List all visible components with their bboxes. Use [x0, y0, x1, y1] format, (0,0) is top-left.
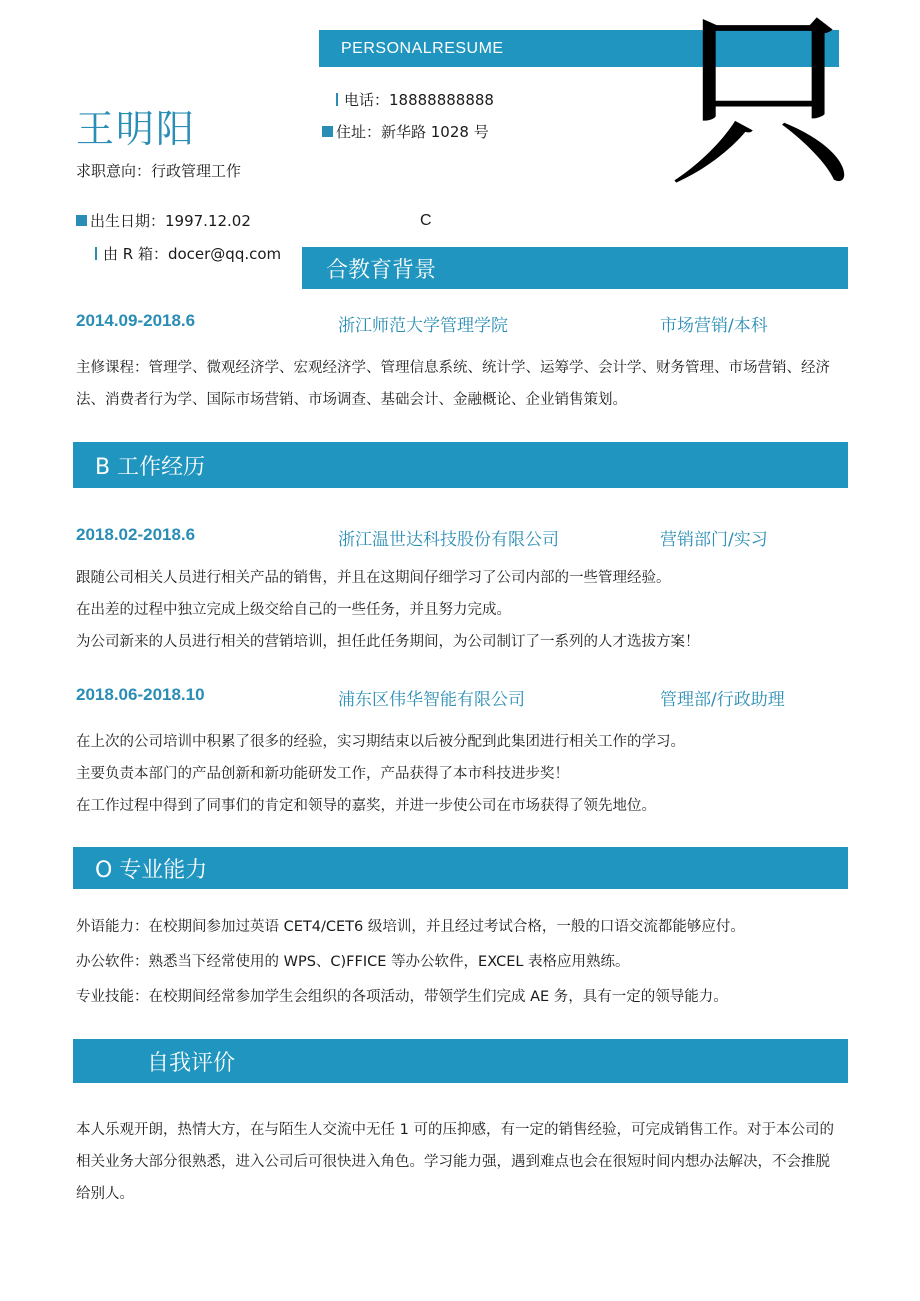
work-date: 2018.02-2018.6 [76, 525, 196, 544]
education-date: 2014.09-2018.6 [76, 311, 196, 330]
section-education-title: 合教育背景 [326, 257, 437, 283]
education-row [76, 311, 836, 337]
work-line: 在出差的过程中独立完成上级交给自己的一些任务，并且努力完成。 [76, 602, 511, 618]
skill-line: 办公软件：熟悉当下经常使用的 WPS、C)FFICE 等办公软件，EXCEL 表格应用熟练。 [76, 954, 630, 970]
work-role: 营销部门/实习 [660, 530, 768, 550]
header-large-glyph: 只 [668, 0, 859, 213]
stray-letter: C [420, 212, 432, 229]
email-text: 由 R 箱：docer@qq.com [103, 245, 282, 263]
work-line: 主要负责本部门的产品创新和新功能研发工作，产品获得了本市科技进步奖！ [76, 766, 569, 782]
work-description [76, 562, 836, 658]
work-line: 在上次的公司培训中积累了很多的经验，实习期结束以后被分配到此集团进行相关工作的学习。 [76, 734, 685, 750]
self-evaluation [76, 1114, 836, 1210]
skills-list [76, 910, 836, 1015]
education-major: 市场营销/本科 [660, 316, 768, 336]
education-school: 浙江师范大学管理学院 [338, 316, 508, 336]
work-description [76, 726, 836, 822]
candidate-name: 王明阳 [76, 107, 197, 151]
section-education-header [302, 247, 848, 289]
header-banner: PERSONALRESUME [319, 30, 839, 67]
contact-email [95, 243, 281, 264]
square-bullet-icon [76, 215, 87, 226]
section-self-title: 自我评价 [147, 1050, 236, 1076]
square-bullet-icon [322, 126, 333, 137]
section-work-title: B 工作经历 [95, 454, 206, 480]
work-company: 浦东区伟华智能有限公司 [338, 690, 525, 710]
self-evaluation-text: 本人乐观开朗，热情大方，在与陌生人交流中无任 1 可的压抑感，有一定的销售经验，可完成销售工作。对于本公司的相关业务大部分很熟悉，进入公司后可很快进入角色。学习能力强，遇到难点也会在很短时间内想办法解决，不会推脱给别人。 [76, 1122, 834, 1202]
section-self-header [73, 1039, 848, 1083]
work-row [76, 685, 836, 711]
contact-birth [76, 210, 251, 231]
work-row [76, 525, 836, 551]
work-line: 为公司新来的人员进行相关的营销培训，担任此任务期间，为公司制订了一系列的人才选拔方案！ [76, 634, 700, 650]
skill-line: 外语能力：在校期间参加过英语 CET4/CET6 级培训，并且经过考试合格，一般的口语交流都能够应付。 [76, 919, 745, 935]
section-skills-title: O 专业能力 [95, 857, 208, 883]
job-objective: 求职意向：行政管理工作 [76, 162, 242, 180]
education-courses [76, 352, 836, 416]
work-line: 在工作过程中得到了同事们的肯定和领导的嘉奖，并进一步使公司在市场获得了领先地位。 [76, 798, 656, 814]
skill-line: 专业技能：在校期间经常参加学生会组织的各项活动，带领学生们完成 AE 务，具有一定的领导能力。 [76, 989, 728, 1005]
contact-phone [336, 89, 494, 110]
section-work-header [73, 442, 848, 488]
bar-bullet-icon [95, 247, 97, 260]
work-company: 浙江温世达科技股份有限公司 [338, 530, 559, 550]
birth-text: 出生日期：1997.12.02 [90, 212, 251, 230]
section-skills-header [73, 847, 848, 889]
work-line: 跟随公司相关人员进行相关产品的销售，并且在这期间仔细学习了公司内部的一些管理经验。 [76, 570, 671, 586]
bar-bullet-icon [336, 93, 338, 106]
contact-address [322, 121, 489, 142]
education-courses-text: 主修课程：管理学、微观经济学、宏观经济学、管理信息系统、统计学、运筹学、会计学、财务管理、市场营销、经济法、消费者行为学、国际市场营销、市场调查、基础会计、金融概论、企业销售策划。 [76, 360, 830, 408]
phone-text: 电话：18888888888 [344, 91, 494, 109]
work-role: 管理部/行政助理 [660, 690, 785, 710]
work-date: 2018.06-2018.10 [76, 685, 205, 704]
address-text: 住址：新华路 1028 号 [336, 123, 489, 141]
